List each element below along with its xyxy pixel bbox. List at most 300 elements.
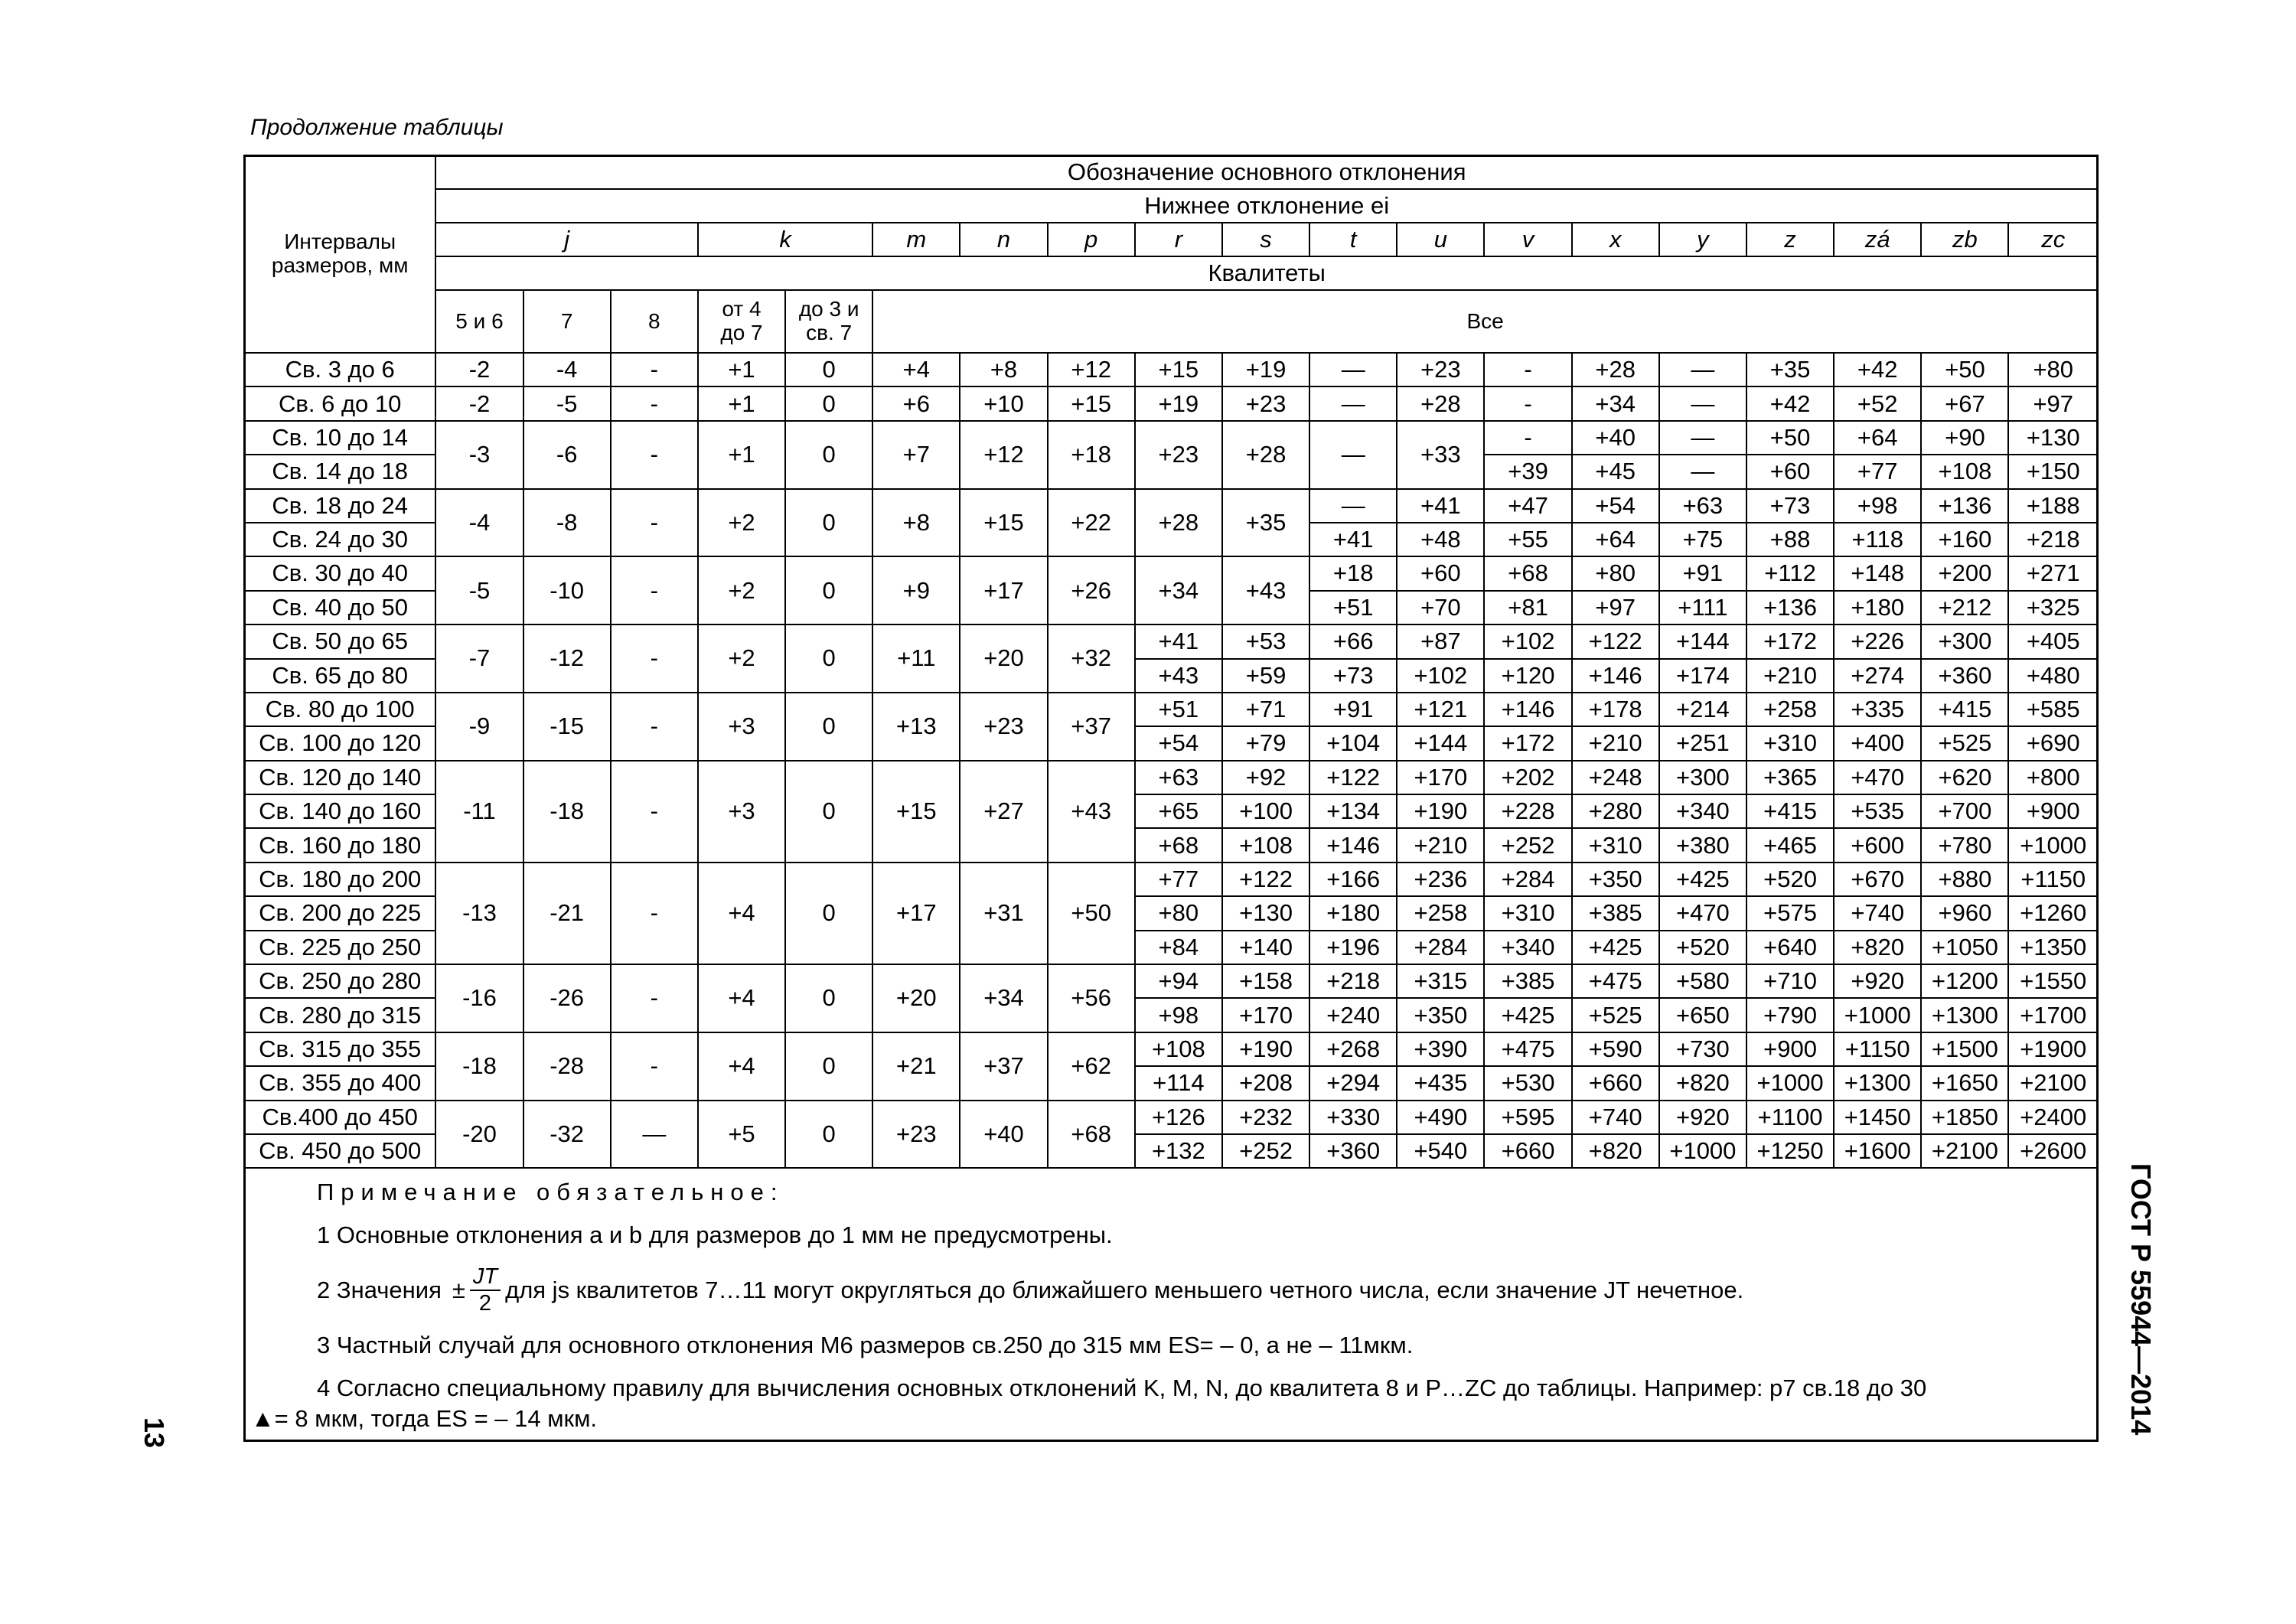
cell-r: +54 (1135, 726, 1222, 760)
cell-za: +600 (1834, 828, 1921, 862)
cell-z: +1250 (1746, 1134, 1834, 1168)
cell-zc: +80 (2008, 353, 2098, 386)
cell-j7: -6 (523, 421, 611, 489)
cell-k1: +3 (698, 693, 785, 761)
cell-u: +23 (1397, 353, 1484, 386)
cell-t: +41 (1309, 523, 1397, 556)
cell-j8: - (611, 761, 698, 863)
cell-y: +650 (1659, 998, 1746, 1032)
cell-zc: +188 (2008, 489, 2098, 523)
table-row (244, 1101, 2098, 1134)
interval-cell: Св. 14 до 18 (244, 455, 435, 488)
cell-p: +37 (1048, 693, 1135, 761)
cell-x: +350 (1572, 863, 1659, 896)
cell-x: +210 (1572, 726, 1659, 760)
cell-x: +820 (1572, 1134, 1659, 1168)
cell-p: +32 (1048, 624, 1135, 693)
cell-zb: +1050 (1921, 931, 2008, 964)
cell-p: +22 (1048, 489, 1135, 557)
cell-j56: -5 (435, 556, 523, 624)
cell-za: +1600 (1834, 1134, 1921, 1168)
interval-cell: Св. 18 до 24 (244, 489, 435, 523)
cell-zc: +1350 (2008, 931, 2098, 964)
table-row (244, 761, 2098, 794)
cell-t: — (1309, 489, 1397, 523)
interval-cell: Св. 450 до 500 (244, 1134, 435, 1168)
cell-z: +88 (1746, 523, 1834, 556)
cell-v: +81 (1484, 591, 1571, 624)
cell-j7: -21 (523, 863, 611, 964)
note-2 (317, 1264, 1743, 1316)
cell-p: +26 (1048, 556, 1135, 624)
cell-zc: +585 (2008, 693, 2098, 726)
fraction-numerator: JT (470, 1264, 501, 1291)
cell-s: +79 (1222, 726, 1309, 760)
letter-header-r: r (1135, 223, 1222, 256)
cell-y: +730 (1659, 1032, 1746, 1066)
cell-za: +670 (1834, 863, 1921, 896)
cell-y: +380 (1659, 828, 1746, 862)
cell-v: +252 (1484, 828, 1571, 862)
cell-t: +240 (1309, 998, 1397, 1032)
table-row (244, 693, 2098, 726)
cell-x: +310 (1572, 828, 1659, 862)
cell-j8: - (611, 1032, 698, 1101)
cell-s: +208 (1222, 1066, 1309, 1100)
cell-r: +63 (1135, 761, 1222, 794)
cell-j7: -4 (523, 353, 611, 386)
cell-r: +114 (1135, 1066, 1222, 1100)
cell-zb: +1200 (1921, 964, 2008, 998)
cell-u: +70 (1397, 591, 1484, 624)
cell-j56: -2 (435, 386, 523, 420)
quality-k-4-7: от 4 до 7 (698, 290, 785, 353)
cell-za: +98 (1834, 489, 1921, 523)
cell-v: +68 (1484, 556, 1571, 590)
standard-designation: ГОСТ Р 55944—2014 (2125, 1163, 2157, 1436)
cell-u: +490 (1397, 1101, 1484, 1134)
cell-m: +11 (872, 624, 960, 693)
cell-zb: +780 (1921, 828, 2008, 862)
cell-s: +140 (1222, 931, 1309, 964)
cell-v: +660 (1484, 1134, 1571, 1168)
cell-za: +400 (1834, 726, 1921, 760)
cell-j56: -11 (435, 761, 523, 863)
interval-cell: Св. 280 до 315 (244, 998, 435, 1032)
cell-p: +18 (1048, 421, 1135, 489)
cell-j56: -9 (435, 693, 523, 761)
cell-zc: +480 (2008, 659, 2098, 693)
cell-r: +108 (1135, 1032, 1222, 1066)
interval-cell: Св. 80 до 100 (244, 693, 435, 726)
cell-v: - (1484, 353, 1571, 386)
fraction-denominator: 2 (478, 1291, 492, 1316)
cell-zb: +700 (1921, 794, 2008, 828)
cell-y: +820 (1659, 1066, 1746, 1100)
cell-v: +284 (1484, 863, 1571, 896)
cell-u: +210 (1397, 828, 1484, 862)
cell-y: +520 (1659, 931, 1746, 964)
cell-z: +136 (1746, 591, 1834, 624)
cell-zb: +525 (1921, 726, 2008, 760)
letter-header-v: v (1484, 223, 1571, 256)
cell-x: +40 (1572, 421, 1659, 455)
quality-k-3-7: до 3 и св. 7 (785, 290, 872, 353)
interval-cell: Св. 30 до 40 (244, 556, 435, 590)
cell-j7: -10 (523, 556, 611, 624)
cell-j7: -18 (523, 761, 611, 863)
cell-t: +73 (1309, 659, 1397, 693)
cell-k2: 0 (785, 1032, 872, 1101)
cell-za: +335 (1834, 693, 1921, 726)
cell-z: +640 (1746, 931, 1834, 964)
cell-p: +62 (1048, 1032, 1135, 1101)
cell-j8: — (611, 1101, 698, 1169)
cell-x: +660 (1572, 1066, 1659, 1100)
cell-s: +122 (1222, 863, 1309, 896)
cell-x: +54 (1572, 489, 1659, 523)
cell-u: +540 (1397, 1134, 1484, 1168)
cell-m: +9 (872, 556, 960, 624)
cell-j7: -8 (523, 489, 611, 557)
cell-v: +385 (1484, 964, 1571, 998)
cell-k1: +1 (698, 421, 785, 489)
cell-zc: +1260 (2008, 896, 2098, 930)
cell-r: +19 (1135, 386, 1222, 420)
cell-m: +8 (872, 489, 960, 557)
cell-k1: +5 (698, 1101, 785, 1169)
cell-zb: +300 (1921, 624, 2008, 658)
page-number: 13 (139, 1417, 170, 1449)
cell-u: +258 (1397, 896, 1484, 930)
cell-j8: - (611, 693, 698, 761)
letter-header-z: z (1746, 223, 1834, 256)
cell-s: +252 (1222, 1134, 1309, 1168)
cell-k1: +2 (698, 556, 785, 624)
cell-zc: +2100 (2008, 1066, 2098, 1100)
cell-k1: +2 (698, 489, 785, 557)
cell-t: +268 (1309, 1032, 1397, 1066)
cell-u: +33 (1397, 421, 1484, 489)
cell-zb: +200 (1921, 556, 2008, 590)
letter-header-za: zá (1834, 223, 1921, 256)
interval-cell: Св. 24 до 30 (244, 523, 435, 556)
cell-p: +12 (1048, 353, 1135, 386)
cell-j8: - (611, 489, 698, 557)
cell-m: +13 (872, 693, 960, 761)
cell-y: +251 (1659, 726, 1746, 760)
cell-u: +435 (1397, 1066, 1484, 1100)
cell-n: +17 (960, 556, 1047, 624)
cell-z: +42 (1746, 386, 1834, 420)
cell-x: +178 (1572, 693, 1659, 726)
cell-j7: -26 (523, 964, 611, 1032)
cell-zb: +1850 (1921, 1101, 2008, 1134)
table-row (244, 353, 2098, 386)
cell-t: +134 (1309, 794, 1397, 828)
designation-header: Обозначение основного отклонения (435, 155, 2098, 189)
table-row (244, 1032, 2098, 1066)
cell-v: +310 (1484, 896, 1571, 930)
cell-n: +20 (960, 624, 1047, 693)
table-row (244, 863, 2098, 896)
table-row (244, 964, 2098, 998)
interval-cell: Св. 315 до 355 (244, 1032, 435, 1066)
cell-n: +31 (960, 863, 1047, 964)
cell-zb: +160 (1921, 523, 2008, 556)
cell-k1: +3 (698, 761, 785, 863)
cell-t: +294 (1309, 1066, 1397, 1100)
cell-y: +174 (1659, 659, 1746, 693)
cell-s: +108 (1222, 828, 1309, 862)
note-2-text: для js квалитетов 7…11 могут округляться до ближайшего меньшего четного числа, если значение JT нечетное. (505, 1277, 1744, 1303)
cell-t: +330 (1309, 1101, 1397, 1134)
cell-z: +415 (1746, 794, 1834, 828)
cell-s: +190 (1222, 1032, 1309, 1066)
cell-n: +34 (960, 964, 1047, 1032)
cell-j7: -28 (523, 1032, 611, 1101)
cell-k2: 0 (785, 761, 872, 863)
cell-zc: +2600 (2008, 1134, 2098, 1168)
cell-t: +51 (1309, 591, 1397, 624)
cell-y: +300 (1659, 761, 1746, 794)
cell-v: +425 (1484, 998, 1571, 1032)
cell-zc: +2400 (2008, 1101, 2098, 1134)
cell-j7: -5 (523, 386, 611, 420)
cell-u: +284 (1397, 931, 1484, 964)
cell-r: +65 (1135, 794, 1222, 828)
cell-k2: 0 (785, 556, 872, 624)
cell-za: +52 (1834, 386, 1921, 420)
cell-v: +475 (1484, 1032, 1571, 1066)
cell-za: +42 (1834, 353, 1921, 386)
cell-v: +55 (1484, 523, 1571, 556)
cell-x: +64 (1572, 523, 1659, 556)
cell-v: +202 (1484, 761, 1571, 794)
cell-t: +166 (1309, 863, 1397, 896)
cell-zc: +800 (2008, 761, 2098, 794)
cell-za: +1000 (1834, 998, 1921, 1032)
table-row (244, 556, 2098, 590)
cell-z: +73 (1746, 489, 1834, 523)
cell-t: +91 (1309, 693, 1397, 726)
cell-n: +10 (960, 386, 1047, 420)
cell-j8: - (611, 863, 698, 964)
cell-x: +97 (1572, 591, 1659, 624)
plus-minus-sign: ± (452, 1277, 465, 1303)
cell-x: +590 (1572, 1032, 1659, 1066)
cell-z: +710 (1746, 964, 1834, 998)
cell-j8: - (611, 353, 698, 386)
interval-cell: Св. 3 до 6 (244, 353, 435, 386)
cell-y: +63 (1659, 489, 1746, 523)
cell-za: +118 (1834, 523, 1921, 556)
interval-cell: Св. 65 до 80 (244, 659, 435, 693)
cell-z: +60 (1746, 455, 1834, 488)
cell-x: +425 (1572, 931, 1659, 964)
cell-zb: +136 (1921, 489, 2008, 523)
cell-z: +900 (1746, 1032, 1834, 1066)
cell-zc: +690 (2008, 726, 2098, 760)
interval-cell: Св.400 до 450 (244, 1101, 435, 1134)
cell-j8: - (611, 421, 698, 489)
notes-heading: Примечание обязательное: (317, 1179, 784, 1205)
cell-y: — (1659, 455, 1746, 488)
interval-cell: Св. 40 до 50 (244, 591, 435, 624)
cell-r: +15 (1135, 353, 1222, 386)
cell-za: +740 (1834, 896, 1921, 930)
cell-s: +59 (1222, 659, 1309, 693)
cell-zb: +620 (1921, 761, 2008, 794)
cell-za: +920 (1834, 964, 1921, 998)
cell-p: +68 (1048, 1101, 1135, 1169)
cell-za: +148 (1834, 556, 1921, 590)
cell-t: +122 (1309, 761, 1397, 794)
cell-t: +18 (1309, 556, 1397, 590)
cell-y: — (1659, 386, 1746, 420)
cell-u: +170 (1397, 761, 1484, 794)
table-caption: Продолжение таблицы (250, 115, 504, 140)
cell-x: +248 (1572, 761, 1659, 794)
cell-r: +23 (1135, 421, 1222, 489)
cell-u: +121 (1397, 693, 1484, 726)
cell-s: +35 (1222, 489, 1309, 557)
cell-v: - (1484, 386, 1571, 420)
cell-s: +92 (1222, 761, 1309, 794)
cell-s: +71 (1222, 693, 1309, 726)
cell-s: +53 (1222, 624, 1309, 658)
cell-k2: 0 (785, 353, 872, 386)
cell-k2: 0 (785, 863, 872, 964)
cell-t: — (1309, 386, 1397, 420)
cell-za: +1450 (1834, 1101, 1921, 1134)
note-4: 4 Согласно специальному правилу для вычисления основных отклонений K, M, N, до квалитета 8 и P…ZC до таблицы. Например: p7 св.18 до 30 (317, 1375, 1927, 1401)
cell-z: +365 (1746, 761, 1834, 794)
cell-y: +1000 (1659, 1134, 1746, 1168)
cell-s: +232 (1222, 1101, 1309, 1134)
cell-za: +1150 (1834, 1032, 1921, 1066)
cell-z: +790 (1746, 998, 1834, 1032)
cell-z: +465 (1746, 828, 1834, 862)
cell-r: +80 (1135, 896, 1222, 930)
cell-zc: +130 (2008, 421, 2098, 455)
cell-y: — (1659, 421, 1746, 455)
letter-header-y: y (1659, 223, 1746, 256)
cell-y: +91 (1659, 556, 1746, 590)
lower-deviation-header: Нижнее отклонение ei (435, 189, 2098, 223)
cell-zc: +271 (2008, 556, 2098, 590)
letter-header-k: k (698, 223, 872, 256)
cell-z: +1100 (1746, 1101, 1834, 1134)
cell-k1: +1 (698, 353, 785, 386)
cell-t: +66 (1309, 624, 1397, 658)
cell-s: +100 (1222, 794, 1309, 828)
cell-k2: 0 (785, 624, 872, 693)
cell-za: +470 (1834, 761, 1921, 794)
cell-x: +28 (1572, 353, 1659, 386)
cell-x: +122 (1572, 624, 1659, 658)
cell-y: — (1659, 353, 1746, 386)
cell-j56: -4 (435, 489, 523, 557)
letter-header-p: p (1048, 223, 1135, 256)
cell-zc: +97 (2008, 386, 2098, 420)
cell-v: +172 (1484, 726, 1571, 760)
letter-header-x: x (1572, 223, 1659, 256)
cell-n: +40 (960, 1101, 1047, 1169)
cell-m: +20 (872, 964, 960, 1032)
note-1: 1 Основные отклонения a и b для размеров до 1 мм не предусмотрены. (317, 1221, 1113, 1248)
cell-y: +920 (1659, 1101, 1746, 1134)
cell-m: +4 (872, 353, 960, 386)
cell-x: +740 (1572, 1101, 1659, 1134)
cell-y: +75 (1659, 523, 1746, 556)
cell-t: +180 (1309, 896, 1397, 930)
table-row (244, 421, 2098, 455)
jt-fraction (470, 1264, 501, 1316)
interval-cell: Св. 10 до 14 (244, 421, 435, 455)
cell-t: +146 (1309, 828, 1397, 862)
cell-t: — (1309, 421, 1397, 489)
cell-k2: 0 (785, 489, 872, 557)
cell-z: +172 (1746, 624, 1834, 658)
cell-m: +23 (872, 1101, 960, 1169)
table-row (244, 386, 2098, 420)
cell-j7: -15 (523, 693, 611, 761)
cell-v: +120 (1484, 659, 1571, 693)
cell-y: +580 (1659, 964, 1746, 998)
cell-v: +530 (1484, 1066, 1571, 1100)
cell-x: +280 (1572, 794, 1659, 828)
cell-r: +68 (1135, 828, 1222, 862)
cell-u: +41 (1397, 489, 1484, 523)
interval-cell: Св. 6 до 10 (244, 386, 435, 420)
cell-y: +144 (1659, 624, 1746, 658)
cell-k1: +1 (698, 386, 785, 420)
cell-zb: +212 (1921, 591, 2008, 624)
cell-zc: +1700 (2008, 998, 2098, 1032)
cell-z: +1000 (1746, 1066, 1834, 1100)
cell-s: +19 (1222, 353, 1309, 386)
cell-za: +1300 (1834, 1066, 1921, 1100)
cell-j56: -20 (435, 1101, 523, 1169)
cell-y: +340 (1659, 794, 1746, 828)
cell-p: +50 (1048, 863, 1135, 964)
cell-j56: -3 (435, 421, 523, 489)
cell-x: +385 (1572, 896, 1659, 930)
cell-m: +17 (872, 863, 960, 964)
cell-s: +130 (1222, 896, 1309, 930)
cell-t: +218 (1309, 964, 1397, 998)
cell-r: +94 (1135, 964, 1222, 998)
cell-u: +48 (1397, 523, 1484, 556)
quality-j-7: 7 (523, 290, 611, 353)
cell-j56: -2 (435, 353, 523, 386)
cell-u: +315 (1397, 964, 1484, 998)
cell-p: +43 (1048, 761, 1135, 863)
cell-zc: +900 (2008, 794, 2098, 828)
qualities-header: Квалитеты (435, 256, 2098, 290)
cell-zc: +218 (2008, 523, 2098, 556)
cell-z: +520 (1746, 863, 1834, 896)
cell-u: +350 (1397, 998, 1484, 1032)
cell-u: +390 (1397, 1032, 1484, 1066)
cell-u: +87 (1397, 624, 1484, 658)
letter-header-t: t (1309, 223, 1397, 256)
cell-n: +15 (960, 489, 1047, 557)
cell-zb: +2100 (1921, 1134, 2008, 1168)
cell-r: +132 (1135, 1134, 1222, 1168)
cell-zb: +360 (1921, 659, 2008, 693)
